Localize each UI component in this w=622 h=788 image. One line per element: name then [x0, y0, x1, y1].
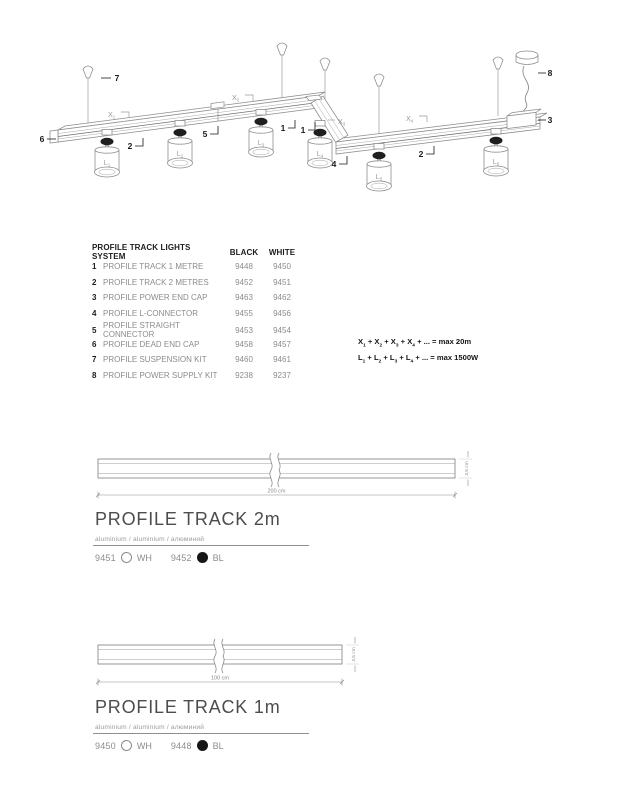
pendant-light — [367, 144, 392, 192]
suspension-cone-icons — [83, 43, 503, 86]
product-table — [92, 243, 302, 383]
height-label: 3,5 cm — [352, 647, 357, 662]
power-wire — [522, 66, 529, 112]
svg-text:1: 1 — [300, 125, 306, 135]
svg-text:L1: $L_1$ — [103, 160, 111, 168]
variant-color: BL — [212, 740, 224, 751]
svg-text:6: 6 — [39, 134, 45, 144]
variant-code: 9452 — [170, 552, 192, 563]
table-row: 7 PROFILE SUSPENSION KIT 9460 9461 — [92, 355, 291, 365]
svg-text:L5: $L_5$ — [375, 174, 383, 182]
variant-code: 9451 — [95, 552, 116, 563]
svg-text:L3: $L_3$ — [257, 140, 265, 148]
black-swatch-icon — [197, 740, 208, 751]
product-variants — [95, 552, 355, 563]
height-label: 3,5 cm — [465, 461, 470, 476]
dead-end-cap — [50, 130, 58, 143]
system-diagram — [0, 0, 622, 235]
table-row: 4 PROFILE L-CONNECTOR 9455 9456 — [92, 308, 291, 318]
formula-max-length: $X_1 + X_2 + X_3 + X_4$ + ... = max 20m — [358, 337, 472, 349]
table-title: PROFILE TRACK LIGHTS SYSTEM — [92, 243, 191, 261]
break-symbol — [270, 453, 280, 487]
variant-code: 9450 — [95, 740, 116, 751]
length-label: 200 cm — [267, 488, 286, 495]
product-title: PROFILE TRACK 1m — [95, 697, 281, 717]
product-materials: aluminium / aluminium / алюминий — [95, 724, 205, 731]
black-swatch-icon — [197, 552, 208, 563]
svg-text:X2: $X_2$ — [232, 93, 240, 103]
svg-text:L2: $L_2$ — [176, 151, 184, 159]
divider — [93, 545, 309, 546]
limit-formulas — [358, 336, 478, 368]
callouts — [40, 68, 553, 169]
white-swatch-icon — [121, 740, 132, 751]
power-supply-canopy — [516, 51, 538, 112]
product-materials: aluminium / aluminium / алюминий — [95, 536, 205, 543]
light-labels — [104, 140, 500, 182]
product-title: PROFILE TRACK 2m — [95, 509, 281, 529]
svg-text:3: 3 — [547, 115, 553, 125]
variant-color: WH — [136, 552, 152, 563]
table-row: 6 PROFILE DEAD END CAP 9458 9457 — [92, 339, 291, 349]
product-track-2m — [95, 509, 355, 563]
svg-text:7: 7 — [114, 73, 120, 83]
variant-color: WH — [136, 740, 152, 751]
product-variants — [95, 740, 355, 751]
table-row: 2 PROFILE TRACK 2 METRES 9452 9451 — [92, 277, 291, 287]
table-header — [92, 243, 302, 259]
svg-text:X4: $X_4$ — [406, 114, 414, 124]
length-label: 100 cm — [210, 675, 230, 682]
variant-code: 9448 — [170, 740, 192, 751]
column-black: BLACK — [229, 247, 259, 257]
svg-text:1: 1 — [280, 123, 286, 133]
svg-text:2: 2 — [418, 149, 424, 159]
svg-text:L6: $L_6$ — [492, 159, 500, 167]
break-symbol — [214, 639, 224, 673]
track-segment-left — [58, 92, 325, 142]
pendant-light — [168, 121, 193, 169]
svg-text:4: 4 — [331, 159, 337, 169]
column-white: WHITE — [268, 247, 296, 257]
svg-text:X3: $X_3$ — [338, 117, 346, 127]
svg-text:5: 5 — [202, 129, 208, 139]
svg-text:8: 8 — [547, 68, 553, 78]
track-1m-drawing — [90, 631, 380, 689]
table-row: 5 PROFILE STRAIGHT CONNECTOR 9453 9454 — [92, 321, 291, 339]
svg-text:L4: $L_4$ — [316, 151, 324, 159]
variant-color: BL — [212, 552, 224, 563]
svg-text:2: 2 — [127, 141, 133, 151]
table-row: 1 PROFILE TRACK 1 METRE 9448 9450 — [92, 262, 291, 272]
table-row: 3 PROFILE POWER END CAP 9463 9462 — [92, 293, 291, 303]
product-track-1m — [95, 697, 355, 751]
table-row: 8 PROFILE POWER SUPPLY KIT 9238 9237 — [92, 370, 291, 380]
formula-max-power: $L_1 + L_2 + L_3 + L_4$ + ... = max 1500W — [358, 353, 479, 365]
white-swatch-icon — [121, 552, 132, 563]
track-2m-drawing — [90, 444, 480, 502]
divider — [93, 733, 309, 734]
svg-text:X1: $X_1$ — [108, 110, 116, 120]
